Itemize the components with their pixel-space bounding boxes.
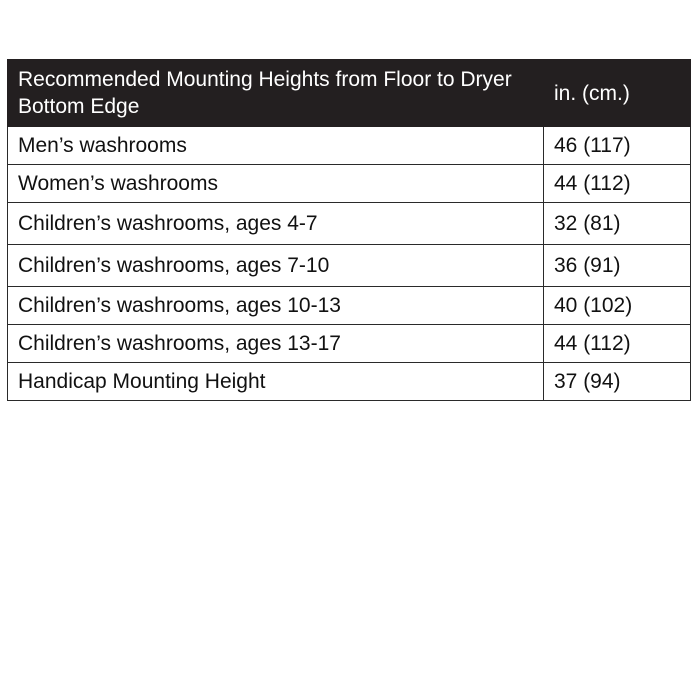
table-body [8, 127, 691, 401]
row-height: 44 (112) [544, 165, 691, 203]
table-row [8, 287, 691, 325]
row-location: Children’s washrooms, ages 10-13 [8, 287, 544, 325]
table-row [8, 165, 691, 203]
table-row [8, 363, 691, 401]
table-header [8, 60, 691, 127]
table-row [8, 245, 691, 287]
row-location: Handicap Mounting Height [8, 363, 544, 401]
row-height: 44 (112) [544, 325, 691, 363]
row-height: 36 (91) [544, 245, 691, 287]
row-location: Women’s washrooms [8, 165, 544, 203]
row-location: Men’s washrooms [8, 127, 544, 165]
row-height: 46 (117) [544, 127, 691, 165]
header-location: Recommended Mounting Heights from Floor to Dryer Bottom Edge [8, 60, 544, 127]
row-location: Children’s washrooms, ages 4-7 [8, 203, 544, 245]
header-row [8, 60, 691, 127]
row-height: 40 (102) [544, 287, 691, 325]
row-height: 37 (94) [544, 363, 691, 401]
table-row [8, 325, 691, 363]
mounting-heights-table [7, 59, 691, 401]
table-row [8, 127, 691, 165]
header-height: in. (cm.) [544, 60, 691, 127]
row-height: 32 (81) [544, 203, 691, 245]
row-location: Children’s washrooms, ages 13-17 [8, 325, 544, 363]
table-row [8, 203, 691, 245]
row-location: Children’s washrooms, ages 7-10 [8, 245, 544, 287]
